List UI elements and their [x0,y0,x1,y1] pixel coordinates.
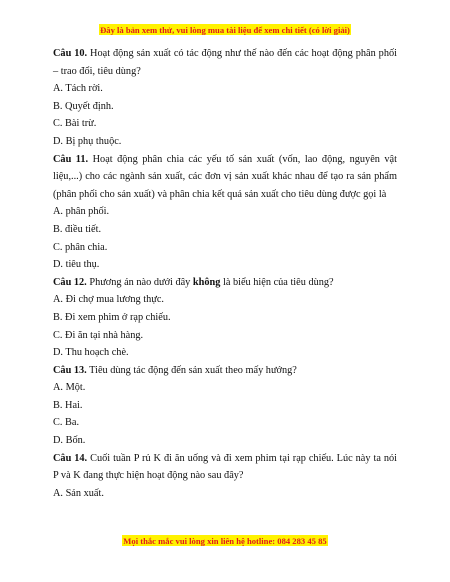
question-text: Hoạt động sản xuất có tác động như thế nào đến các hoạt động phân phối – trao đổi, tiêu dùng? [53,48,397,77]
option-c: C. Bài trừ. [53,118,97,130]
preview-notice-text: Đây là bản xem thử, vui lòng mua tài liệu để xem chi tiết (có lời giải) [100,25,350,35]
question-10 [53,45,397,80]
question-14 [53,450,397,485]
question-13 [53,362,397,380]
question-number: Câu 12. [53,276,87,288]
hotline-notice-text: Mọi thắc mắc vui lòng xin liên hệ hotline: 084 283 45 85 [123,536,327,546]
question-12 [53,274,397,292]
question-text: Hoạt động phân chia các yếu tố sản xuất (vốn, lao động, nguyên vật liệu,...) cho các ngành sản xuất, các đơn vị sản xuất khác nhau để tạo ra sản phẩm (phân phối cho sản xuất) và phân chia kết quả sản xuất cho tiêu dùng được gọi là [53,153,397,200]
option-d: D. Bị phụ thuộc. [53,135,122,147]
option-b: B. Hai. [53,399,83,411]
question-number: Câu 13. [53,364,87,376]
question-text: Cuối tuần P rủ K đi ăn uống và đi xem phim tại rạp chiếu. Lúc này ta nói P và K đang thực hiện hoạt động nào sau đây? [53,452,397,482]
option-b: B. điều tiết. [53,223,102,235]
option-a: A. phân phối. [53,206,110,218]
question-number: Câu 11. [53,153,89,165]
question-list [53,45,397,502]
option-c: C. phân chia. [53,241,108,253]
question-11 [53,151,397,204]
option-a: A. Sản xuất. [53,487,104,499]
question-number: Câu 14. [53,452,88,464]
option-d: D. Bốn. [53,435,86,447]
option-a: A. Một. [53,382,86,394]
hotline-notice-banner [0,536,450,546]
option-c: C. Đi ăn tại nhà hàng. [53,329,144,341]
option-d: D. Thu hoạch chè. [53,347,129,359]
option-b: B. Quyết định. [53,100,114,112]
option-a: A. Tách rời. [53,83,103,95]
question-emphasis: không [192,276,221,288]
question-number: Câu 10. [53,48,88,59]
option-c: C. Ba. [53,417,80,429]
question-text-after: là biểu hiện của tiêu dùng? [220,276,334,288]
option-a: A. Đi chợ mua lương thực. [53,294,164,306]
option-d: D. tiêu thụ. [53,259,100,271]
preview-notice-banner [0,25,450,35]
question-text-before: Phương án nào dưới đây [86,276,193,288]
option-b: B. Đi xem phim ở rạp chiếu. [53,311,171,323]
question-text: Tiêu dùng tác động đến sản xuất theo mấy hướng? [86,364,297,376]
